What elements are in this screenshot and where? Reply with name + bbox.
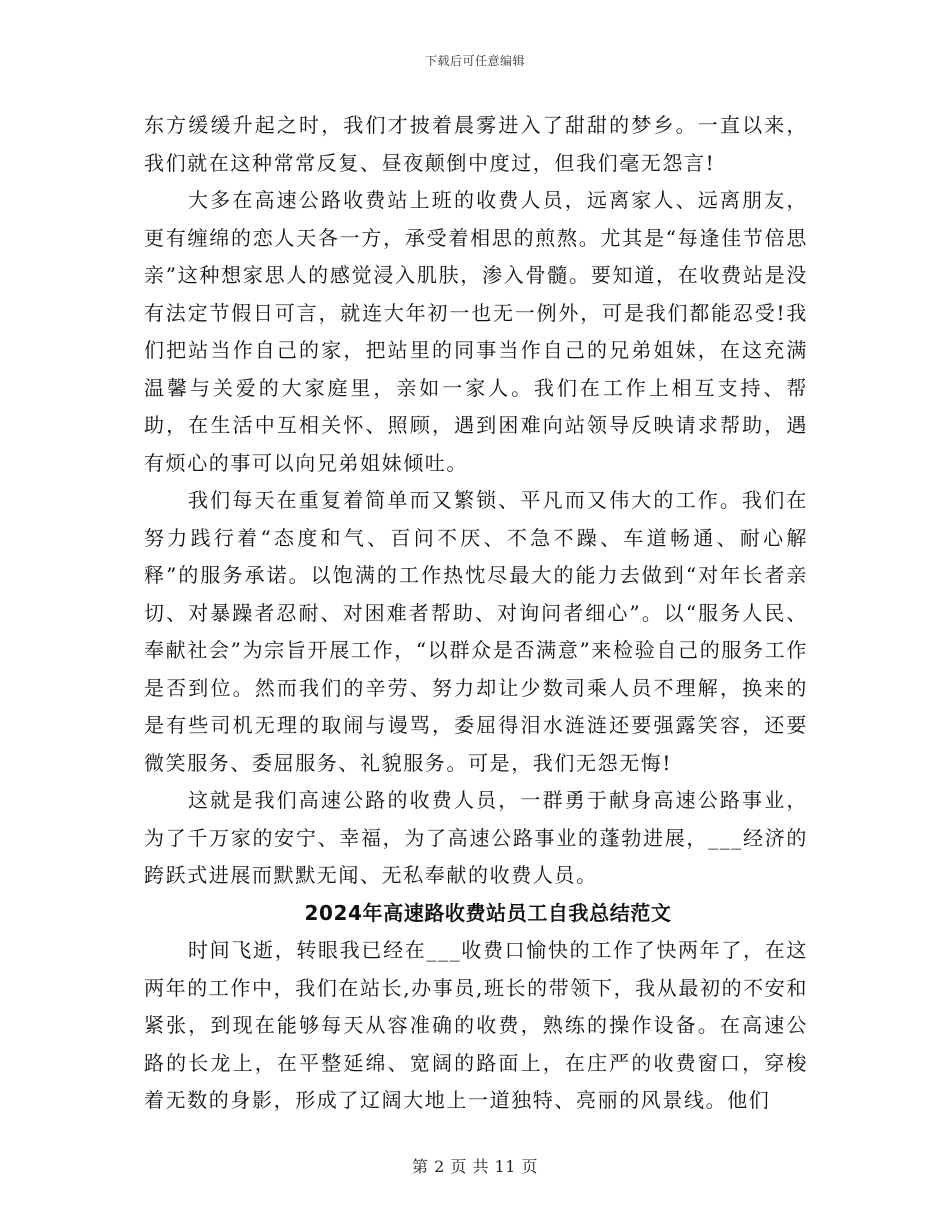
- paragraph-4: 这就是我们高速公路的收费人员，一群勇于献身高速公路事业，为了千万家的安宁、幸福，为了高速公路事业的蓬勃进展，___经济的跨跃式进展而默默无闻、无私奉献的收费人员。: [144, 788, 808, 887]
- page-footer: 第 2 页 共 11 页: [412, 1157, 538, 1176]
- document-body: [144, 107, 808, 1120]
- paragraph-3: 我们每天在重复着简单而又繁锁、平凡而又伟大的工作。我们在努力践行着“态度和气、百问不厌、不急不躁、车道畅通、耐心解释”的服务承诺。以饱满的工作热忱尽最大的能力去做到“对年长者亲切、对暴躁者忍耐、对困难者帮助、对询问者细心”。以“服务人民、奉献社会”为宗旨开展工作，“以群众是否满意”来检验自己的服务工作是否到位。然而我们的辛劳、努力却让少数司乘人员不理解，换来的是有些司机无理的取闹与谩骂，委屈得泪水涟涟还要强露笑容，还要微笑服务、委屈服务、礼貌服务。可是，我们无怨无悔!: [144, 488, 808, 775]
- section-heading: 2024年高速路收费站员工自我总结范文: [304, 900, 672, 925]
- paragraph-1: 东方缓缓升起之时，我们才披着晨雾进入了甜甜的梦乡。一直以来，我们就在这种常常反复、昼夜颠倒中度过，但我们毫无怨言!: [144, 113, 808, 175]
- paragraph-2: 大多在高速公路收费站上班的收费人员，远离家人、远离朋友，更有缠绵的恋人天各一方，承受着相思的煎熬。尤其是“每逢佳节倍思亲”这种想家思人的感觉浸入肌肤，渗入骨髓。要知道，在收费站是没有法定节假日可言，就连大年初一也无一例外，可是我们都能忍受!我们把站当作自己的家，把站里的同事当作自己的兄弟姐妹，在这充满温馨与关爱的大家庭里，亲如一家人。我们在工作上相互支持、帮助，在生活中互相关怀、照顾，遇到困难向站领导反映请求帮助，遇有烦心的事可以向兄弟姐妹倾吐。: [144, 188, 808, 475]
- paragraph-5: 时间飞逝，转眼我已经在___收费口愉快的工作了快两年了，在这两年的工作中，我们在站长,办事员,班长的带领下，我从最初的不安和紧张，到现在能够每天从容准确的收费，熟练的操作设备。在高速公路的长龙上，在平整延绵、宽阔的路面上，在庄严的收费窗口，穿梭着无数的身影，形成了辽阔大地上一道独特、亮丽的风景线。他们: [144, 938, 808, 1112]
- page-header: 下载后可任意编辑: [424, 54, 525, 68]
